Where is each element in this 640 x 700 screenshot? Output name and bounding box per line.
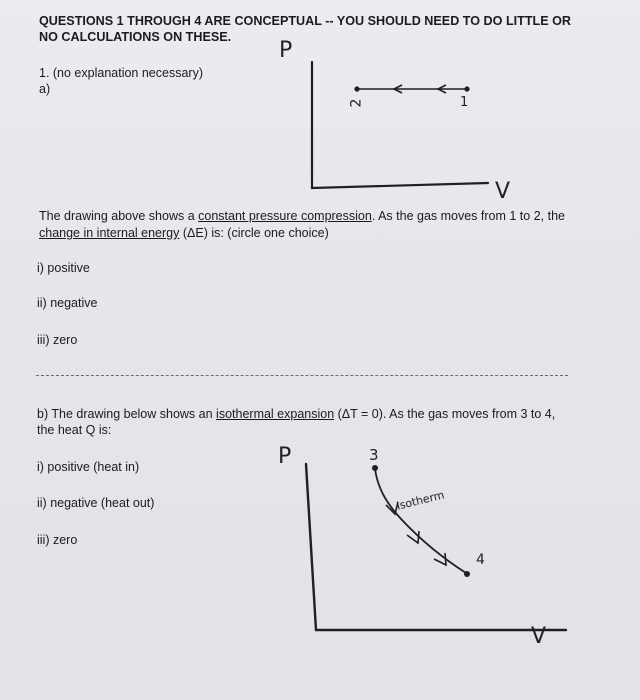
- part-a-label: a): [39, 82, 51, 96]
- part-b-option-zero[interactable]: iii) zero: [37, 533, 78, 547]
- part-b-question-line-1: b) The drawing below shows an isothermal expansion (ΔT = 0). As the gas moves from 3 to 4,: [37, 407, 556, 421]
- part-a-question-line-1: The drawing above shows a constant pressure compression. As the gas moves from 1 to 2, the: [39, 209, 565, 223]
- diagram-a-point-2: 2: [348, 98, 365, 108]
- part-b-option-negative[interactable]: ii) negative (heat out): [37, 496, 155, 510]
- diagram-b-curve-label: Isotherm: [395, 488, 446, 513]
- header-line-1: QUESTIONS 1 THROUGH 4 ARE CONCEPTUAL -- YOU SHOULD NEED TO DO LITTLE OR: [39, 14, 572, 28]
- part-a-question-line-2: change in internal energy (ΔE) is: (circle one choice): [39, 226, 329, 240]
- diagram-a-x-label: V: [495, 179, 511, 204]
- part-b-option-positive[interactable]: i) positive (heat in): [37, 460, 140, 474]
- question-1-intro: 1. (no explanation necessary): [39, 66, 203, 80]
- diagram-b-x-label: V: [531, 624, 547, 649]
- header-line-2: NO CALCULATIONS ON THESE.: [39, 30, 232, 44]
- diagram-b-point-4: 4: [476, 552, 485, 568]
- part-a-option-negative[interactable]: ii) negative: [37, 296, 98, 310]
- diagram-b-y-label: P: [278, 444, 292, 469]
- diagram-a-point-1: 1: [460, 95, 469, 110]
- part-a-option-positive[interactable]: i) positive: [37, 261, 90, 275]
- diagram-a-y-label: P: [279, 38, 293, 63]
- part-b-question-line-2: the heat Q is:: [37, 423, 112, 437]
- diagram-b-point-3: 3: [369, 446, 379, 464]
- part-a-option-zero[interactable]: iii) zero: [37, 333, 78, 347]
